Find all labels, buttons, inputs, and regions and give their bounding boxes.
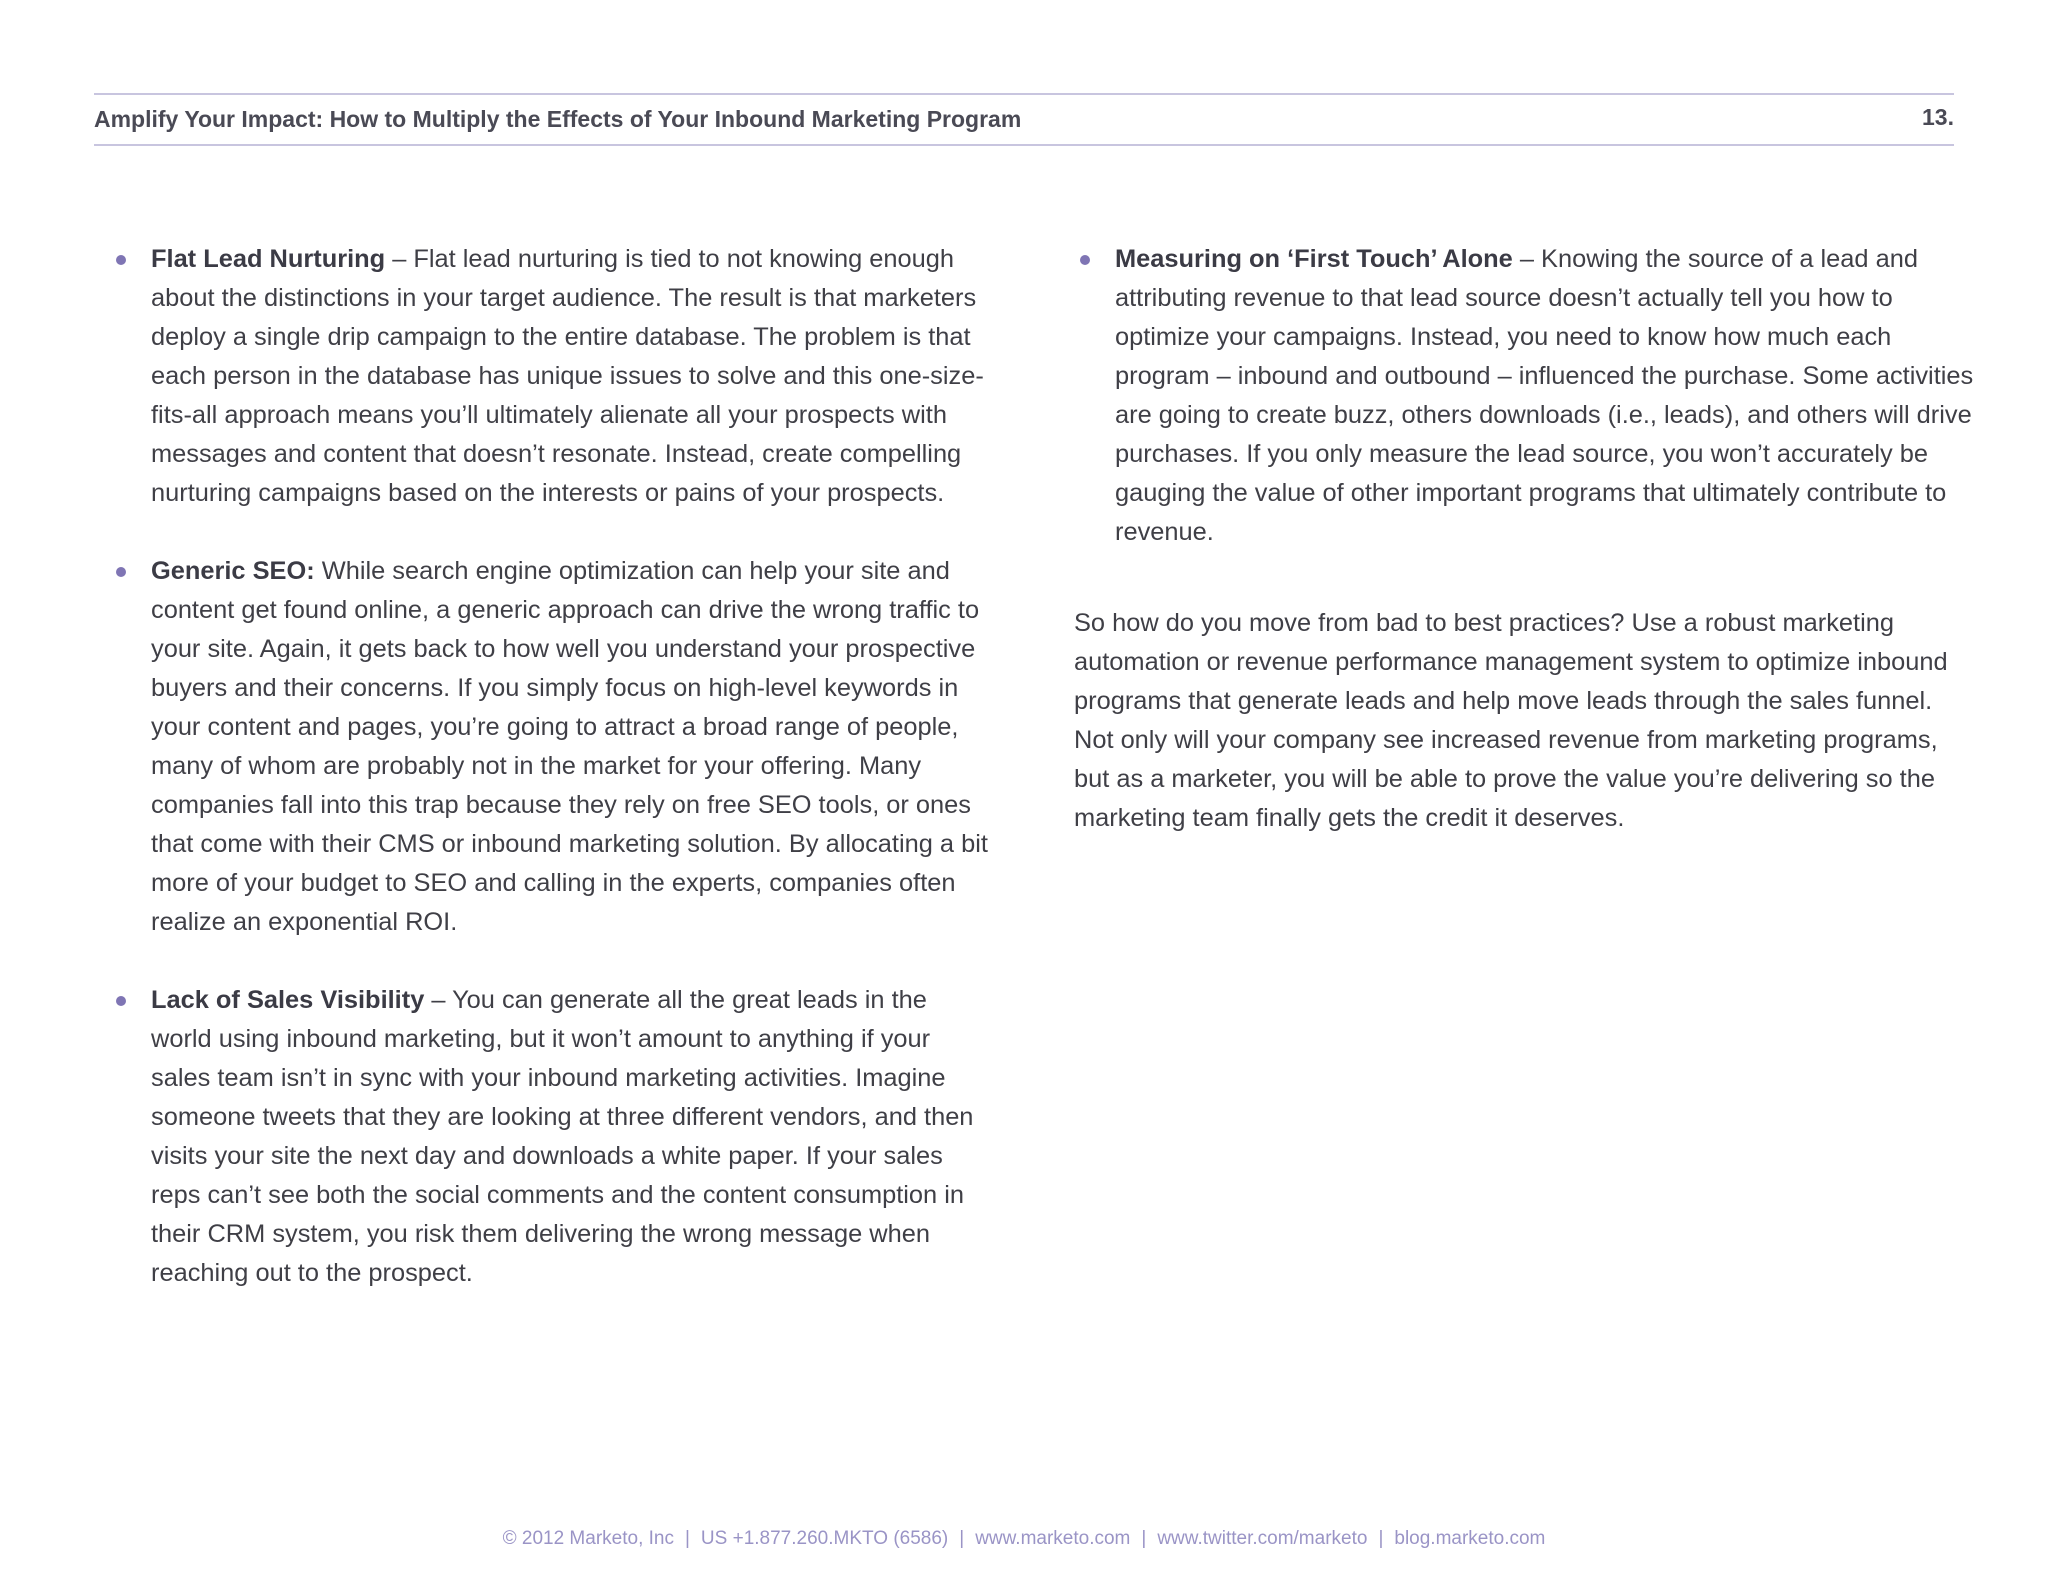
bullet-term: Flat Lead Nurturing <box>151 245 386 273</box>
footer-link-blog[interactable]: blog.marketo.com <box>1394 1528 1546 1549</box>
footer-link-twitter[interactable]: www.twitter.com/marketo <box>1157 1528 1368 1549</box>
footer-phone: US +1.877.260.MKTO (6586) <box>700 1528 949 1549</box>
bullet-term: Measuring on ‘First Touch’ Alone <box>1115 245 1513 273</box>
bullet-dot-icon <box>116 567 126 577</box>
bullet-term: Lack of Sales Visibility <box>151 986 425 1014</box>
footer-separator: | <box>959 1528 965 1549</box>
footer-separator: | <box>1378 1528 1384 1549</box>
header-top-rule <box>94 93 1954 95</box>
footer-link-website[interactable]: www.marketo.com <box>975 1528 1131 1549</box>
header-bottom-rule <box>94 144 1954 146</box>
page-footer <box>0 1528 2048 1550</box>
footer-separator: | <box>1141 1528 1147 1549</box>
bullet-dot-icon <box>1080 255 1090 265</box>
right-column <box>1074 240 1974 838</box>
bullet-lack-of-sales-visibility <box>110 981 990 1293</box>
footer-separator: | <box>684 1528 690 1549</box>
left-column <box>110 240 990 1332</box>
bullet-term: Generic SEO: <box>151 557 315 585</box>
bullet-text: – Flat lead nurturing is tied to not knowing enough about the distinctions in your target audience. The result is that marketers deploy a single drip campaign to the entire database. The problem is that each person in the database has unique issues to solve and this one-size-fits-all approach means you’ll ultimately alienate all your prospects with messages and content that doesn’t resonate. Instead, create compelling nurturing campaigns based on the interests or pains of your prospects. <box>151 245 984 507</box>
bullet-text: – You can generate all the great leads in the world using inbound marketing, but it won’t amount to anything if your sales team isn’t in sync with your inbound marketing activities. Imagine someone tweets that they are looking at three different vendors, and then visits your site the next day and downloads a white paper. If your sales reps can’t see both the social comments and the content consumption in their CRM system, you risk them delivering the wrong message when reaching out to the prospect. <box>151 986 974 1287</box>
bullet-dot-icon <box>116 255 126 265</box>
bullet-flat-lead-nurturing <box>110 240 990 513</box>
bullet-generic-seo <box>110 552 990 942</box>
page-number: 13. <box>1922 104 1954 130</box>
summary-paragraph: So how do you move from bad to best practices? Use a robust marketing automation or revenue performance management system to optimize inbound programs that generate leads and help move leads through the sales funnel. Not only will your company see increased revenue from marketing programs, but as a marketer, you will be able to prove the value you’re delivering so the marketing team finally gets the credit it deserves. <box>1074 609 1948 832</box>
bullet-text: While search engine optimization can help your site and content get found online, a generic approach can drive the wrong traffic to your site. Again, it gets back to how well you understand your prospective buyers and their concerns. If you simply focus on high-level keywords in your content and pages, you’re going to attract a broad range of people, many of whom are probably not in the market for your offering. Many companies fall into this trap because they rely on free SEO tools, or ones that come with their CMS or inbound marketing solution. By allocating a bit more of your budget to SEO and calling in the experts, companies often realize an exponential ROI. <box>151 557 988 936</box>
footer-copyright: © 2012 Marketo, Inc <box>502 1528 674 1549</box>
bullet-text: – Knowing the source of a lead and attributing revenue to that lead source doesn’t actually tell you how to optimize your campaigns. Instead, you need to know how much each program – inbound and outbound – influenced the purchase. Some activities are going to create buzz, others downloads (i.e., leads), and others will drive purchases. If you only measure the lead source, you won’t accurately be gauging the value of other important programs that ultimately contribute to revenue. <box>1115 245 1974 546</box>
bullet-measuring-first-touch <box>1074 240 1974 552</box>
document-title: Amplify Your Impact: How to Multiply the Effects of Your Inbound Marketing Program <box>94 106 1022 132</box>
bullet-dot-icon <box>116 996 126 1006</box>
